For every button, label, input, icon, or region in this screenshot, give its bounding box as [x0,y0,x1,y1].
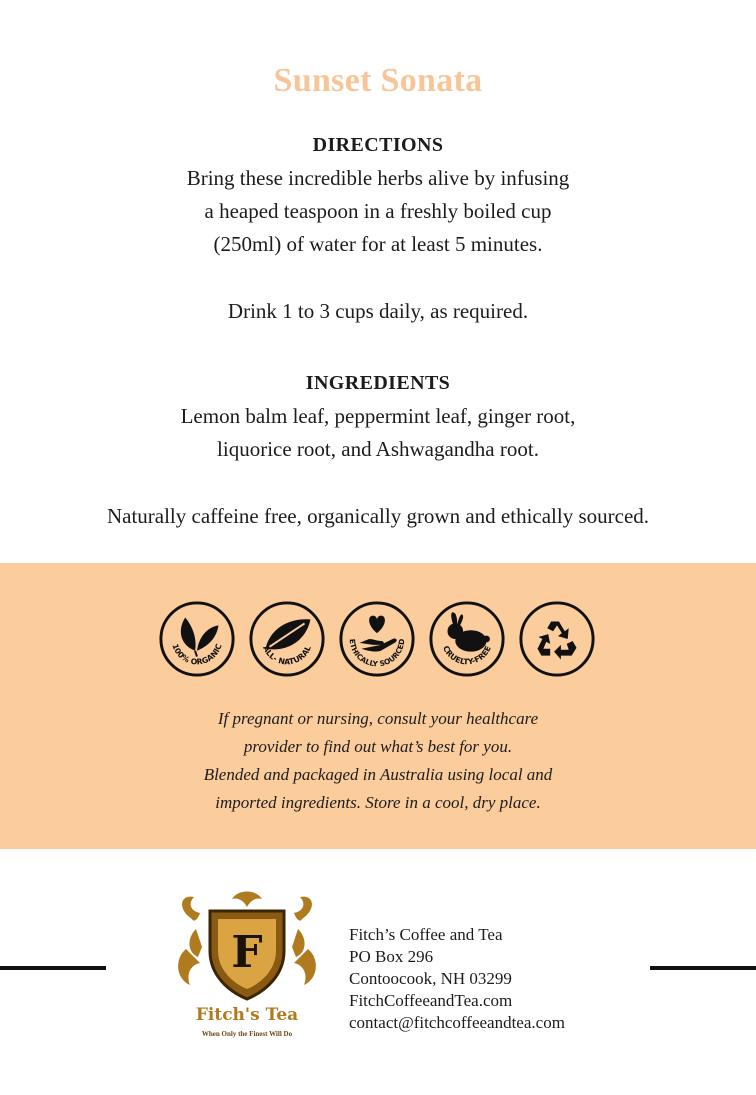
address-line: Contoocook, NH 03299 [349,969,512,988]
notice-line: Blended and packaged in Australia using local and [203,765,553,784]
ingredients-heading: INGREDIENTS [305,372,451,394]
badge-recycle [518,600,596,678]
badge-label-cruelty-free: CRUELTY-FREE [441,644,493,667]
certification-badges [158,600,598,680]
dosage-text: Drink 1 to 3 cups daily, as required. [227,299,529,323]
svg-text:ALL- NATURAL [261,644,313,666]
badge-label-ethical: ETHICALLY SOURCED [347,638,407,669]
badge-organic [158,600,236,678]
email-text: contact@fitchcoffeeandtea.com [349,1013,565,1032]
logo-letter: F [231,927,263,978]
heart-hand-icon [338,600,416,678]
directions-heading: DIRECTIONS [312,134,444,156]
directions-line: (250ml) of water for at least 5 minutes. [213,232,543,256]
sourcing-note: Naturally caffeine free, organically grown and ethically sourced. [106,504,650,528]
brand-name: Fitch's Tea [195,1005,299,1025]
badge-natural [248,600,326,678]
address-line: PO Box 296 [349,947,434,966]
ingredients-section [0,367,756,466]
crest-icon [172,889,322,1009]
badge-ethical [338,600,416,678]
leaf-icon [248,600,326,678]
notice-line: imported ingredients. Store in a cool, dry place. [215,793,541,812]
company-address [349,924,565,1034]
brand-tagline: When Only the Finest Will Do [201,1030,293,1038]
address-line: Fitch’s Coffee and Tea [349,925,503,944]
right-divider [650,966,756,970]
company-footer [0,849,756,1095]
directions-section [0,129,756,261]
rabbit-icon [428,600,506,678]
ingredients-line: Lemon balm leaf, peppermint leaf, ginger root, [180,404,576,428]
leaves-icon [158,600,236,678]
ingredients-line: liquorice root, and Ashwagandha root. [217,437,539,461]
website-text: FitchCoffeeandTea.com [349,991,513,1010]
notice-line: If pregnant or nursing, consult your healthcare [217,709,539,728]
company-logo [172,889,322,1051]
info-band [0,563,756,849]
badge-cruelty-free [428,600,506,678]
directions-line: a heaped teaspoon in a freshly boiled cup [204,199,552,223]
badge-label-organic: 100% ORGANIC [170,642,224,667]
badge-label-natural: ALL- NATURAL [261,644,313,667]
notice-line: provider to find out what’s best for you. [243,737,513,756]
left-divider [0,966,106,970]
directions-line: Bring these incredible herbs alive by infusing [186,166,570,190]
product-title: Sunset Sonata [273,62,483,99]
recycle-icon [518,600,596,678]
health-notice [0,705,756,817]
